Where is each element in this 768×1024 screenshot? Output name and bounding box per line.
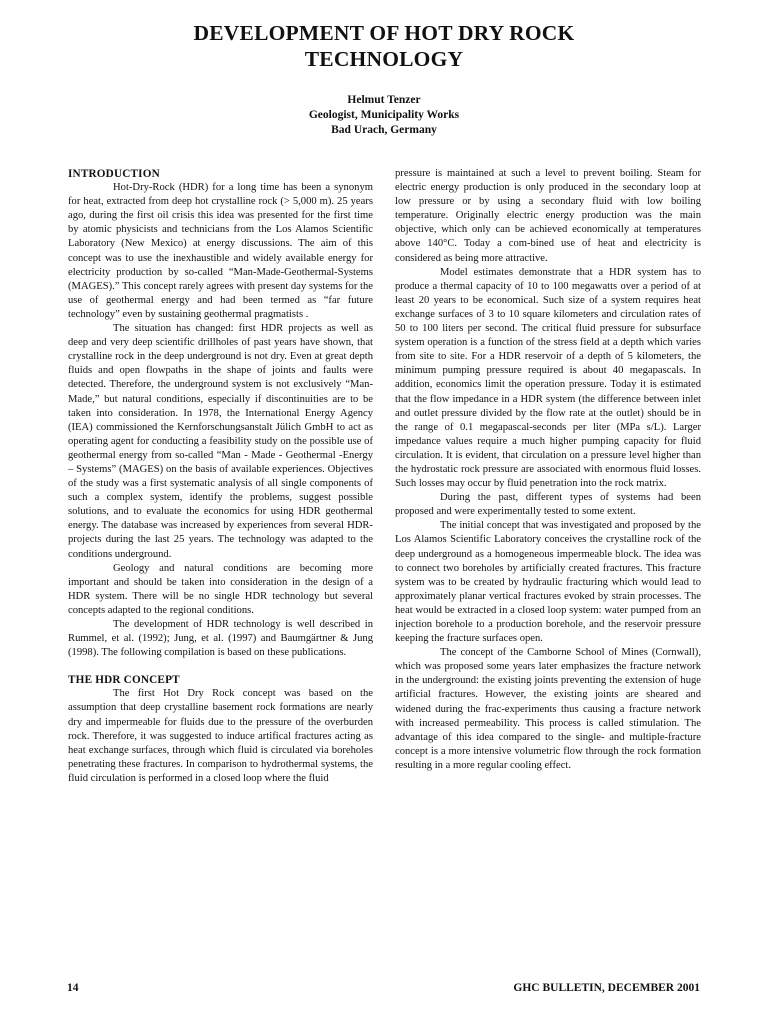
paragraph: Geology and natural conditions are becoming more important and should be taken into consideration in the design of a HDR system. There will be no single HDR technology but several concepts adapted to the regional conditions. [68,562,373,616]
paragraph: The development of HDR technology is well described in Rummel, et al. (1992); Jung, et al. (1997) and Baumgärtner & Jung (1998). The following compilation is based on these publications. [68,619,373,659]
paragraph: pressure is maintained at such a level to prevent boiling. Steam for electric energy production is only produced in the secondary loop at low pressure or by using a secondary fluid with low boiling temperature. Originally electric energy production was the main objective, which only can be achieved economically at temperatures above 140°C. Today a com-bined use of heat and electricity is considered as being more attractive. [395,168,701,264]
paragraph: The situation has changed: first HDR projects as well as deep and very deep scientific drillholes of past years have shown, that crystalline rock in the deep underground is not dry. Even at great depth fluids and open flowpaths in the shape of joints and faults were detected. Therefore, the underground system is not exclusively “Man-Made,” but natural conditions, especially if discontinuities are to be taken into consideration. In 1978, the International Energy Agency (IEA) commissioned the Kernforschungsanstalt Jülich GmbH to act as operating agent for conducting a feasibility study on the possible use of geothermal energy from so-called “Man - Made - Geothermal -Energy – Systems” (MAGES) on the basis of available experiences. Objectives of the study was a first systematic analysis of all single components of such a complex system, identify the problems, suggest possible solutions, and to evaluate the economics for using HDR geothermal energy. The database was increased by experiences from several HDR- projects during the last 25 years. The technology was adapted to the conditions underground. [68,323,373,560]
paragraph: Model estimates demonstrate that a HDR system has to produce a thermal capacity of 10 to 100 megawatts over a period of at least 20 years to be economical. Such size of a system requires heat exchange surfaces of 3 to 10 square kilometers and circulation rates of 50 to 100 liters per second. The critical fluid pressure for subsurface system operation is a function of the stress field at a depth which varies from site to site. For a HDR reservoir of a depth of 5 kilometers, the minimum pumping pressure required is about 40 megapascals. In addition, economics limit the operation pressure. Today it is estimated that the flow impedance in a HDR system (the difference between inlet and outlet pressure divided by the flow rate at the outlet) should be in the range of 0.1 megapascal-seconds per liter (MPa s/L). Larger impedance values require a much higher pumping capacity for fluid circulation. It is evident, that circulation on a pressure level higher than the hydrostatic rock pressure are associated with enormous fluid losses. Such losses may occur by fluid penetration into the rock matrix. [395,266,701,490]
page-number: 14 [67,982,79,994]
author-block [0,93,768,138]
section-heading-hdr-concept: THE HDR CONCEPT [68,674,180,687]
author-name: Helmut Tenzer [347,94,421,106]
paragraph: The initial concept that was investigated and proposed by the Los Alamos Scientific Laboratory conceives the crystalline rock of the deep underground as a homogeneous impermeable block. The idea was to connect two boreholes by artificially created fractures. This fracture system was to be created by hydraulic fracturing which would lead to approximately planar vertical fractures evoked by strain processes. The heat would be extracted in a closed loop system: water pumped from an injection borehole to a production borehole, and the reservoir pressure keeping the fracture surfaces open. [395,520,701,645]
article-title [0,20,768,72]
paragraph: The concept of the Camborne School of Mines (Cornwall), which was proposed some years later emphasizes the fracture network in the underground: the existing joints preventing the extension of huge artificial fractures. However, the existing joints are sheared and widened during the frac-experiments thus causing a fracture network with increased permeability. This process is called stimulation. The advantage of this idea compared to the single- and multiple-fracture concept is a more intensive volumetric flow through the rock formation resulting in a more regular cooling effect. [395,647,701,771]
left-column [68,167,373,786]
paragraph: The first Hot Dry Rock concept was based on the assumption that deep crystalline basement rock formations are nearly dry and impermeable for fluids due to the pressure of the overburden rock. Therefore, it was suggested to induce artifical fractures acting as heat exchange surfaces, through which fluid is circulated via boreholes penetrating these fractures. In comparison to hydrothermal systems, the fluid circulation is performed in a closed loop where the fluid [68,688,373,784]
publication-footer: GHC BULLETIN, DECEMBER 2001 [513,982,700,994]
title-line-1: DEVELOPMENT OF HOT DRY ROCK [193,21,575,45]
section-heading-introduction: INTRODUCTION [68,168,160,180]
author-location: Bad Urach, Germany [331,124,437,136]
author-affiliation: Geologist, Municipality Works [308,109,460,121]
title-line-2: TECHNOLOGY [304,47,464,71]
right-column [395,167,701,773]
paragraph: Hot-Dry-Rock (HDR) for a long time has been a synonym for heat, extracted from deep hot crystalline rock (> 5,000 m). 25 years ago, during the first oil crisis this idea was presented for the first time by atomic physicists and technicians from the Los Alamos Scientific Laboratory (New Mexico) at energy discussions. The aim of this concept was to use the inexhaustible and widely available energy for electricity production by so-called “Man-Made-Geothermal-Systems (MAGES).” This concept rarely agrees with present day systems for the use of geothermal energy and had been termed as “far future technology” even by sustaining geothermal pragmatists . [68,182,373,320]
paragraph: During the past, different types of systems had been proposed and were experimentally tested to some extent. [395,492,701,518]
